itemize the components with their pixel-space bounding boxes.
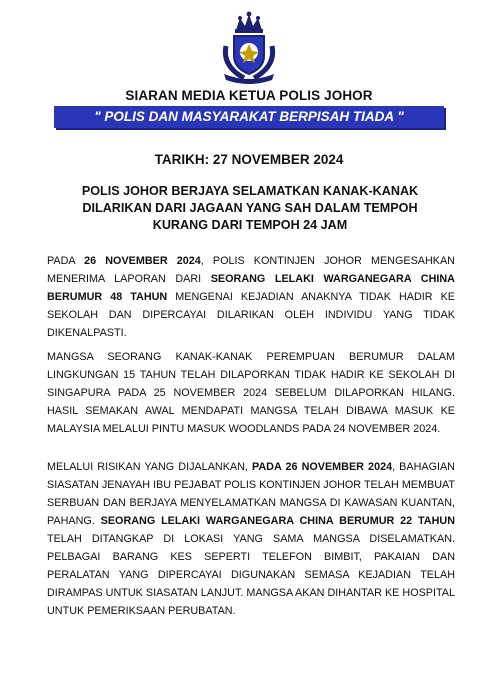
text: TELAH DITANGKAP DI LOKASI YANG SAMA MANGSA DISELAMATKAN. PELBAGAI BARANG KES SEPERTI TELEFON BIMBIT, PAKAIAN DAN PERALATAN YANG DIPERCAYAI DIGUNAKAN SEMASA KEJADIAN TELAH DIRAMPAS UNTUK SIASATAN LANJUT. MANGSA AKAN DIHANTAR KE HOSPITAL UNTUK PEMERIKSAAN PERUBATAN. (47, 533, 455, 617)
paragraph-3 (47, 458, 455, 620)
text: PADA (47, 255, 85, 267)
bold-text: SEORANG LELAKI WARGANEGARA CHINA BERUMUR 48 TAHUN (47, 273, 455, 303)
bold-text: SEORANG LELAKI WARGANEGARA CHINA BERUMUR 22 TAHUN (100, 515, 455, 527)
text: , BAHAGIAN SIASATAN JENAYAH IBU PEJABAT POLIS KONTINJEN JOHOR TELAH MEMBUAT SERBUAN DAN BERJAYA MENYELAMATKAN MANGSA DI KAWASAN KUANTAN, PAHANG. (47, 461, 455, 527)
text: , POLIS KONTINJEN JOHOR MENGESAHKAN MENERIMA LAPORAN DARI (47, 255, 455, 285)
bold-text: PADA 26 NOVEMBER 2024 (251, 461, 393, 473)
paragraph-2 (47, 348, 455, 438)
headline: POLIS JOHOR BERJAYA SELAMATKAN KANAK-KANAK DILARIKAN DARI JAGAAN YANG SAH DALAM TEMPOH KURANG DARI TEMPOH 24 JAM (81, 184, 419, 232)
police-crest-icon (214, 10, 284, 86)
text: MANGSA SEORANG KANAK-KANAK PEREMPUAN BERUMUR DALAM LINGKUNGAN 15 TAHUN TELAH DILAPORKAN TIDAK HADIR KE SEKOLAH DI SINGAPURA PADA 25 NOVEMBER 2024 SEBELUM DILAPORKAN HILANG. HASIL SEMAKAN AWAL MENDAPATI MANGSA TELAH DIBAWA MASUK KE MALAYSIA MELALUI PINTU MASUK WOODLANDS PADA 24 NOVEMBER 2024. (47, 351, 455, 435)
slogan-banner: " POLIS DAN MASYARAKAT BERPISAH TIADA " (54, 106, 444, 128)
org-title: SIARAN MEDIA KETUA POLIS JOHOR (125, 88, 373, 103)
bold-text: 26 NOVEMBER 2024 (84, 255, 201, 267)
date-line: TARIKH: 27 NOVEMBER 2024 (154, 152, 344, 167)
paragraph-1 (47, 252, 455, 342)
text: MELALUI RISIKAN YANG DIJALANKAN, (47, 461, 252, 473)
text: MENGENAI KEJADIAN ANAKNYA TIDAK HADIR KE SEKOLAH DAN DIPERCAYAI DILARIKAN OLEH INDIVIDU YANG TIDAK DIKENALPASTI. (47, 291, 455, 339)
